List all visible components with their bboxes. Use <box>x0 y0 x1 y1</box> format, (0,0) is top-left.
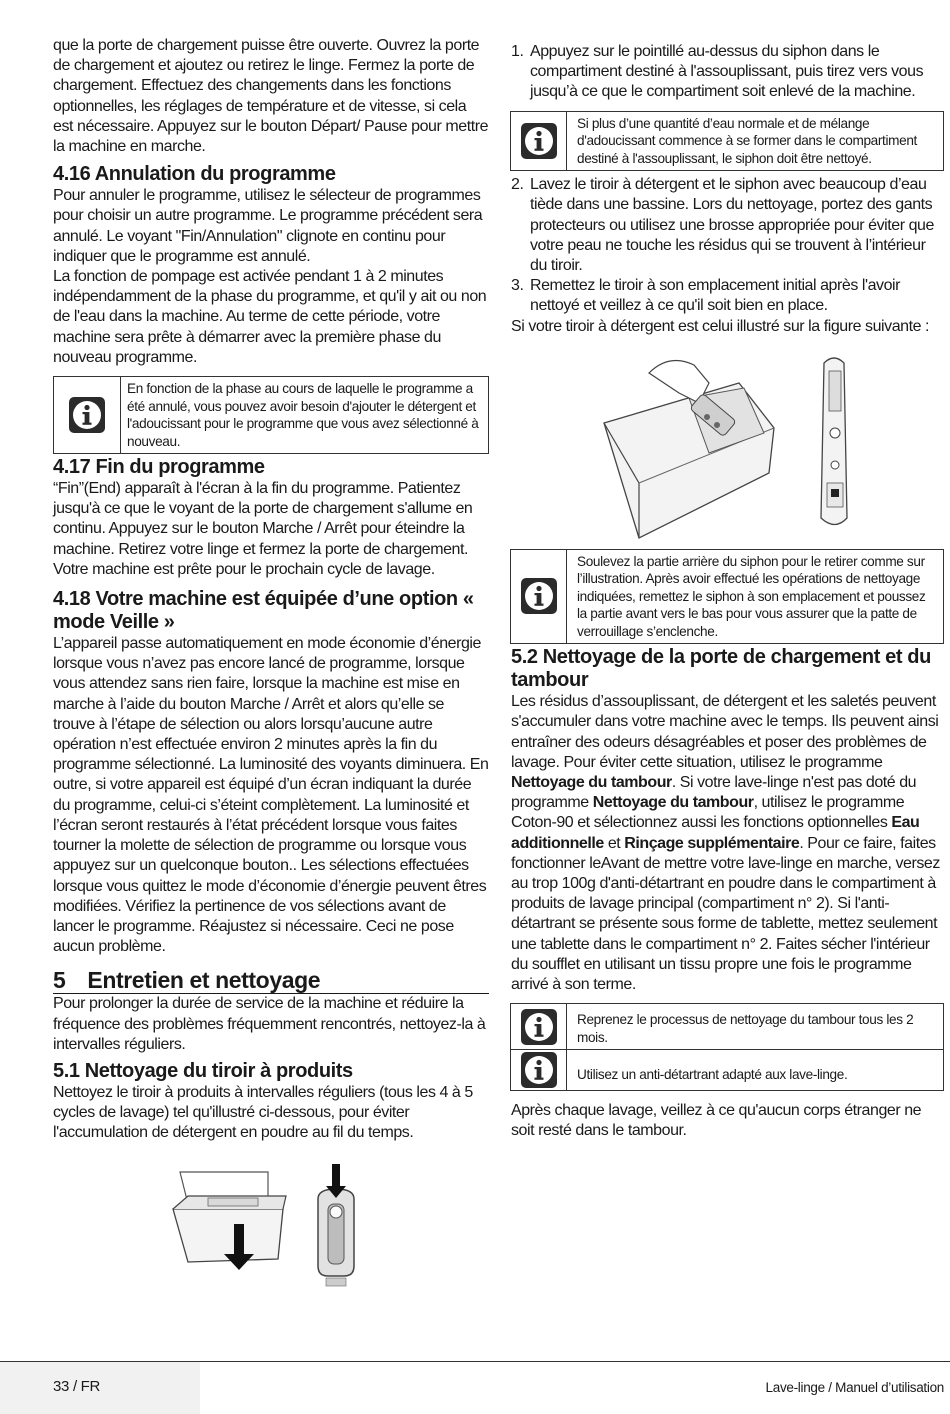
cleaning-steps-list <box>511 42 944 103</box>
section-5-1-paragraph: Nettoyez le tiroir à produits à intervalles réguliers (tous les 4 à 5 cycles de lavage) tel qu'illustré ci-dessous, pour éviter l'accumulation de détergent en poudre au fil du temps. <box>53 1083 473 1142</box>
info-icon <box>511 1050 567 1090</box>
page-number: 33 / FR <box>53 1378 101 1395</box>
cleaning-steps-list-continued <box>511 175 944 316</box>
info-icon <box>54 377 121 453</box>
info-icon <box>511 112 567 171</box>
info-icon <box>511 1004 567 1049</box>
closing-paragraph: Après chaque lavage, veillez à ce qu'aucun corps étranger ne soit resté dans le tambour. <box>511 1102 922 1140</box>
section-5-2-paragraph: Les résidus d’assouplissant, de détergent et les saletés peuvent s'accumuler dans votre machine avec le temps. Ils peuvent ainsi entraîner des odeurs désagréables et poser des problèmes de lavage. Pour éviter cette situation, utilisez le programme Nettoyage du tambour. Si votre lave-linge n'est pas doté du programme Nettoyage du tambour, utilisez le programme Coton-90 et sélectionnez aussi les fonctions optionnelles Eau additionnelle et Rinçage supplémentaire. Pour ce faire, faites fonctionner leAvant de mettre votre lave-linge en marche, versez au trop 100g d'anti-détartrant en poudre dans le compartiment à produits de lavage principal (compartiment n° 2). Si l'anti-détartrant se présente sous forme de tablette, mettez seulement une tablette dans le compartiment n° 2. Faites sécher l'intérieur du soufflet en utilisant un tissu propre une fois le programme arrivé à son terme. <box>511 693 940 994</box>
section-4-16-paragraph-2: La fonction de pompage est activée pendant 1 à 2 minutes indépendamment de la phase du programme, et qu'il y ait ou non de l'eau dans la machine. Au terme de cette période, votre machine sera prête à démarrer avec la première phase du nouveau programme. <box>53 268 487 366</box>
note-text: Si plus d’une quantité d’eau normale et de mélange d'adoucissant commence à se former dans le compartiment destiné à l'assouplissant, le siphon doit être nettoyé. <box>577 115 917 166</box>
chapter-number: 5 <box>53 967 66 994</box>
section-4-18-paragraph: L’appareil passe automatiquement en mode économie d’énergie lorsque vous n’avez pas encore lancé de programme, lorsque vous attendez sans rien faire, lorsque la machine est mise en marche à l’aide du bouton Marche / Arrêt et alors qu’elle se trouve à l’étape de sélection ou alors lorsqu’aucune autre opération n’est effectuée environ 2 minutes après la fin du programme sélectionné. La luminosité des voyants diminuera. En outre, si votre appareil est équipé d’un écran indiquant la durée du programme, celui-ci s’éteint complètement. La luminosité et l’écran seront restaurés à l’état précédent lorsque vous faites tourner la molette de sélection de programme ou lorsque vous appuyez sur un quelconque bouton.. Les sélections effectuées lorsque vous quittez le mode d’économie d’énergie peuvent êtres modifiées. Vérifiez la pertinence de vos sélections avant de lancer le programme. Réajustez si nécessaire. Ceci ne pose aucun problème. <box>53 635 489 956</box>
section-5-1-title: 5.1 Nettoyage du tiroir à produits <box>53 1059 353 1082</box>
note-box-cancel <box>53 376 489 454</box>
note-box-repeat <box>510 1003 944 1050</box>
chapter-5-heading <box>53 967 489 994</box>
left-column <box>53 36 489 1294</box>
siphon-removal-illustration <box>599 353 889 543</box>
note-text: Utilisez un anti-détartrant adapté aux lave-linge. <box>577 1067 848 1083</box>
section-4-18-title: 4.18 Votre machine est équipée d’une option « mode Veille » <box>53 588 474 634</box>
chapter-5-paragraph: Pour prolonger la durée de service de la machine et réduire la fréquence des problèmes fréquemment rencontrés, nettoyez-la à intervalles réguliers. <box>53 995 486 1053</box>
section-5-2-title: 5.2 Nettoyage de la porte de chargement et du tambour <box>511 646 931 692</box>
intro-paragraph: que la porte de chargement puisse être ouverte. Ouvrez la porte de chargement et ajoutez ou retirez le linge. Fermez la porte de chargement. Effectuez des changements dans les fonctions optionnelles, les réglages de température et de vitesse, si cela est nécessaire. Appuyez sur le bouton Départ/ Pause pour mettre la machine en marche. <box>53 37 489 156</box>
right-column <box>511 42 944 1142</box>
note-box-descaler <box>510 1050 944 1091</box>
chapter-title: Entretien et nettoyage <box>87 967 321 994</box>
page-footer <box>0 1361 950 1414</box>
section-4-16-paragraph-1: Pour annuler le programme, utilisez le sélecteur de programmes pour choisir un autre programme. Le programme précédent sera annulé. Le voyant "Fin/Annulation" clignote en continu pour indiquer que le programme est annulé. <box>53 187 483 265</box>
section-4-16-title: 4.16 Annulation du programme <box>53 163 336 186</box>
note-box-siphon <box>510 111 944 172</box>
note-text: Soulevez la partie arrière du siphon pour le retirer comme sur l’illustration. Après avoir effectué les opérations de nettoyage indiquées, remettez le siphon à son emplacement et poussez la partie avant vers le bas pour vous assurer que la patte de verrouillage s’enclenche. <box>577 553 926 639</box>
list-item: 1. Appuyez sur le pointillé au-dessus du siphon dans le compartiment destiné à l'assouplissant, puis tirez vers vous jusqu’à ce que le compartiment soit enlevé de la machine. <box>511 43 924 101</box>
drawer-removal-illustration <box>168 1164 408 1294</box>
note-text: En fonction de la phase au cours de laquelle le programme a été annulé, vous pouvez avoir besoin d'ajouter le détergent et l'adoucissant pour le programme que vous avez sélectionné à nouveau. <box>127 381 479 449</box>
info-icon <box>511 550 567 644</box>
figure-intro-paragraph: Si votre tiroir à détergent est celui illustré sur la figure suivante : <box>511 317 930 335</box>
section-4-17-title: 4.17 Fin du programme <box>53 456 265 479</box>
note-text: Reprenez le processus de nettoyage du tambour tous les 2 mois. <box>577 1012 914 1045</box>
list-item: 3. Remettez le tiroir à son emplacement initial après l'avoir nettoyé et veillez à ce qu'il soit bien en place. <box>511 277 901 315</box>
list-item: 2. Lavez le tiroir à détergent et le siphon avec beaucoup d’eau tiède dans une bassine. Lors du nettoyage, portez des gants protecteurs ou utilisez une brosse appropriée pour éviter que votre peau ne touche les résidus qui se trouvent à l’intérieur du tiroir. <box>511 176 934 274</box>
note-box-lift-siphon <box>510 549 944 645</box>
section-4-17-paragraph: “Fin”(End) apparaît à l'écran à la fin du programme. Patientez jusqu'à ce que le voyant de la porte de chargement s'allume en continu. Appuyez sur le bouton Marche / Arrêt pour éteindre la machine. Retirez votre linge et fermez la porte de chargement. Votre machine est prête pour le prochain cycle de lavage. <box>53 480 473 578</box>
footer-title: Lave-linge / Manuel d’utilisation <box>765 1380 944 1395</box>
